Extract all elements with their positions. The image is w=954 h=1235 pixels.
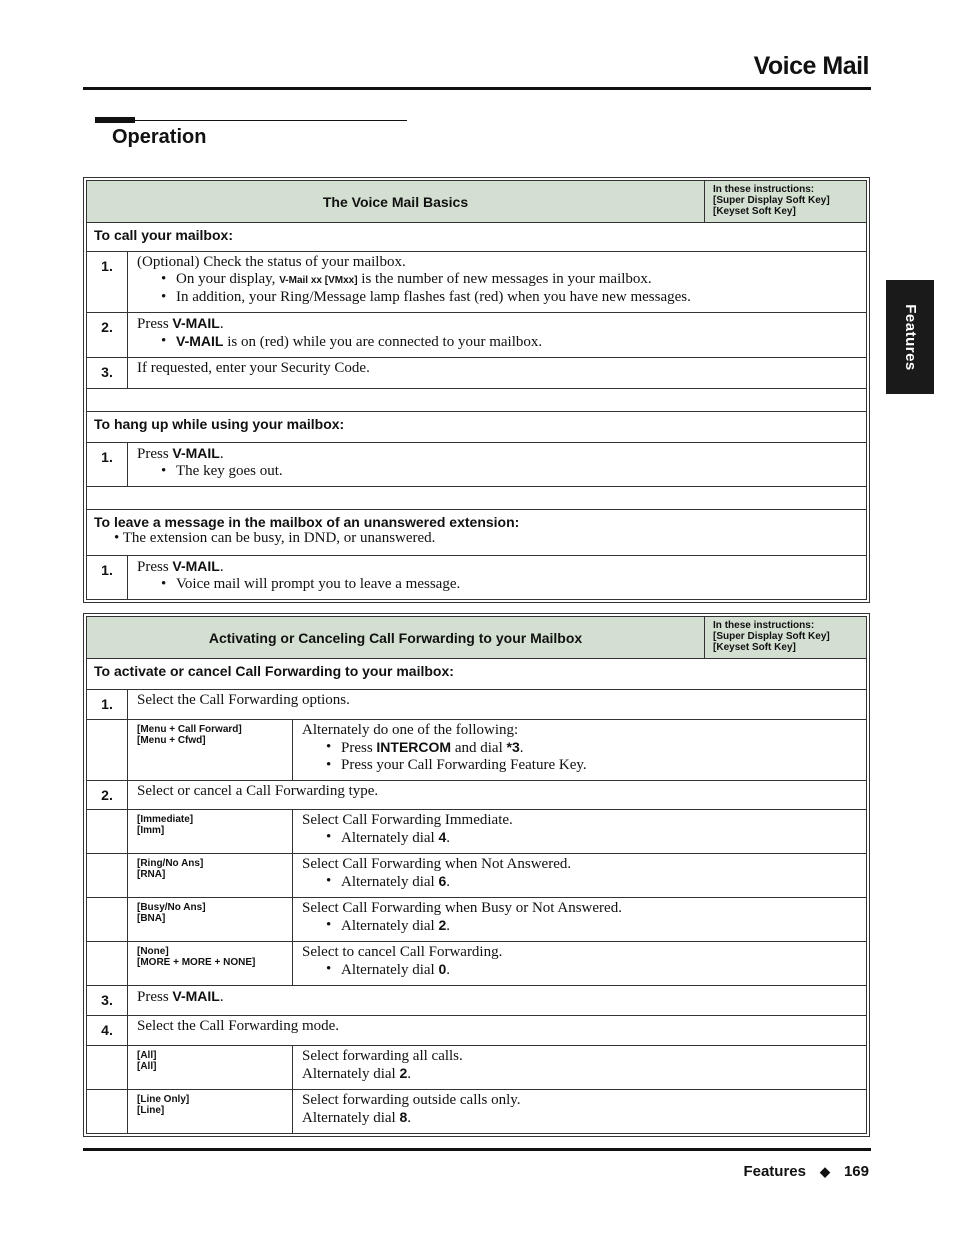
empty-cell <box>87 854 128 898</box>
side-tab-label: Features <box>901 303 919 371</box>
option-text: Select forwarding all calls. Alternately dial 2. <box>293 1046 867 1090</box>
step-text: Press V-MAIL. • Voice mail will prompt you to leave a message. <box>128 556 867 600</box>
step-number: 3. <box>87 358 128 389</box>
empty-cell <box>87 810 128 854</box>
page-number: 169 <box>843 1163 869 1180</box>
soft-key-label: [Ring/No Ans] [RNA] <box>128 854 293 898</box>
spacer-row <box>87 487 867 510</box>
page-footer <box>743 1163 869 1180</box>
instructions-legend: In these instructions: [Super Display Soft Key] [Keyset Soft Key] <box>705 181 867 223</box>
soft-key-label: [Line Only] [Line] <box>128 1090 293 1134</box>
table-title: Activating or Canceling Call Forwarding to your Mailbox <box>87 617 705 659</box>
section-call-mailbox: To call your mailbox: <box>87 223 867 252</box>
option-text: Select Call Forwarding when Busy or Not Answered. • Alternately dial 2. <box>293 898 867 942</box>
option-text: Alternately do one of the following: • Press INTERCOM and dial *3. • Press your Call Forwarding Feature Key. <box>293 720 867 781</box>
section-leave-message: To leave a message in the mailbox of an unanswered extension: • The extension can be busy, in DND, or unanswered. <box>87 510 867 556</box>
step-text: If requested, enter your Security Code. <box>128 358 867 389</box>
step-text: Press V-MAIL. • The key goes out. <box>128 443 867 487</box>
section-rule-thin <box>95 120 407 121</box>
step-number: 2. <box>87 313 128 358</box>
step-number: 4. <box>87 1016 128 1046</box>
step-text: Press V-MAIL. <box>128 986 867 1016</box>
step-text: Select the Call Forwarding options. <box>128 690 867 720</box>
step-number: 2. <box>87 781 128 810</box>
step-text: (Optional) Check the status of your mailbox. • On your display, V-Mail xx [VMxx] is the number of new messages in your mailbox. • In addition, your Ring/Message lamp flashes fast (red) when you have new messages. <box>128 252 867 313</box>
page-title: Voice Mail <box>753 52 869 80</box>
spacer-row <box>87 389 867 412</box>
option-text: Select forwarding outside calls only. Alternately dial 8. <box>293 1090 867 1134</box>
section-heading: Operation <box>112 126 207 148</box>
step-number: 1. <box>87 690 128 720</box>
step-text: Select or cancel a Call Forwarding type. <box>128 781 867 810</box>
step-number: 1. <box>87 556 128 600</box>
soft-key-label: [All] [All] <box>128 1046 293 1090</box>
step-number: 1. <box>87 443 128 487</box>
soft-key-label: [Busy/No Ans] [BNA] <box>128 898 293 942</box>
section-activate-forwarding: To activate or cancel Call Forwarding to your mailbox: <box>87 659 867 690</box>
empty-cell <box>87 1046 128 1090</box>
step-number: 1. <box>87 252 128 313</box>
soft-key-label: [Menu + Call Forward] [Menu + Cfwd] <box>128 720 293 781</box>
voice-mail-basics-table <box>83 177 870 603</box>
section-hang-up: To hang up while using your mailbox: <box>87 412 867 443</box>
title-rule <box>83 87 871 90</box>
step-text: Press V-MAIL. • V-MAIL is on (red) while you are connected to your mailbox. <box>128 313 867 358</box>
option-text: Select to cancel Call Forwarding. • Alternately dial 0. <box>293 942 867 986</box>
step-text: Select the Call Forwarding mode. <box>128 1016 867 1046</box>
empty-cell <box>87 942 128 986</box>
empty-cell <box>87 1090 128 1134</box>
soft-key-label: [None] [MORE + MORE + NONE] <box>128 942 293 986</box>
empty-cell <box>87 720 128 781</box>
footer-section: Features <box>743 1163 806 1180</box>
footer-rule <box>83 1148 871 1151</box>
option-text: Select Call Forwarding Immediate. • Alternately dial 4. <box>293 810 867 854</box>
side-tab-features[interactable] <box>886 280 934 394</box>
table-title: The Voice Mail Basics <box>87 181 705 223</box>
option-text: Select Call Forwarding when Not Answered. • Alternately dial 6. <box>293 854 867 898</box>
step-number: 3. <box>87 986 128 1016</box>
diamond-icon: ◆ <box>819 1164 830 1179</box>
soft-key-label: [Immediate] [Imm] <box>128 810 293 854</box>
empty-cell <box>87 898 128 942</box>
call-forwarding-table <box>83 613 870 1137</box>
instructions-legend: In these instructions: [Super Display Soft Key] [Keyset Soft Key] <box>705 617 867 659</box>
